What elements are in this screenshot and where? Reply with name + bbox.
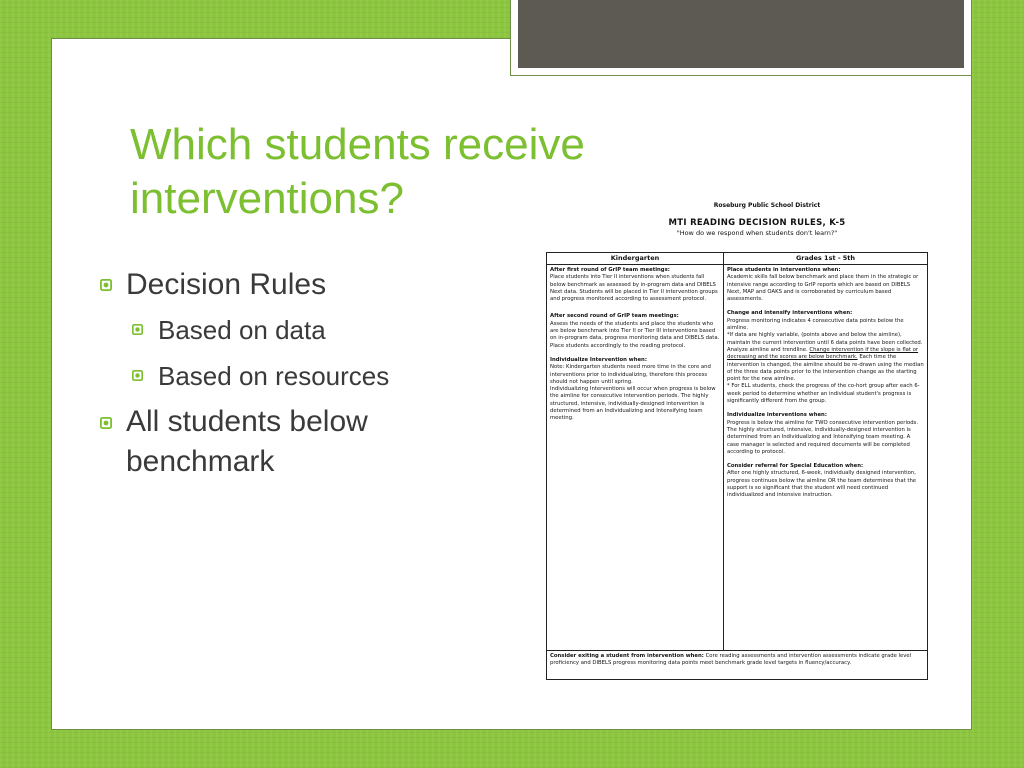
g-text-6: After one highly structured, 6-week, individually designed intervention, progress continues below the aimline OR the team determines that the support is so significant that the student will need continued individualized and intensive instruction. xyxy=(727,470,917,499)
foot-text: Core reading assessments and intervention assessments indicate grade level proficiency and DIBELS progress monitoring data points meet benchmark grade level targets in fluency/accuracy. xyxy=(550,653,912,667)
decision-rules-table xyxy=(546,252,928,680)
k-section-1 xyxy=(550,267,720,303)
k-heading-3: Individualize Intervention when: xyxy=(550,356,647,363)
k-section-2 xyxy=(550,313,720,349)
decision-rules-document-image xyxy=(545,196,929,684)
header-grades: Grades 1st - 5th xyxy=(795,254,856,262)
g-text-4: * For ELL students, check the progress of the co-hort group after each 6-week period to determine whether an individual student's progress is significantly different from the group. xyxy=(727,383,920,405)
sub-bullet-based-on-resources xyxy=(100,356,480,396)
slide-title-line-2: interventions? xyxy=(130,174,404,223)
bullet-text-line-2: benchmark xyxy=(126,445,275,478)
k-heading-2: After second round of GrIP team meetings: xyxy=(550,313,679,320)
bullet-all-students-below-benchmark xyxy=(100,402,480,482)
g-heading-2: Change and intensify interventions when: xyxy=(727,310,853,317)
decorative-corner-frame xyxy=(510,0,972,76)
table-footer-row xyxy=(547,651,927,670)
bullet-square-icon xyxy=(132,370,143,381)
g-text-1: Academic skills fall below benchmark and place them in the strategic or intensive range according to GrIP reports which are based on DIBELS Next, MAP and OAKS and is corroborated by curriculum based assessments. xyxy=(727,274,919,303)
k-section-3 xyxy=(550,357,720,386)
grades-cell xyxy=(724,265,927,650)
g-section-2 xyxy=(727,310,924,332)
sub-bullet-text: Based on data xyxy=(158,315,326,345)
bullet-square-icon xyxy=(100,279,112,291)
k-text-4: Individualizing Interventions will occur when progress is below the aimline for consecutive intervention periods. The highly structured, intensive, individually-designed intervention is determined from an Individualizing and Intensifying team meeting. xyxy=(550,386,716,422)
g-section-3 xyxy=(727,332,924,383)
decorative-corner-fill xyxy=(518,0,964,68)
foot-heading: Consider exiting a student from intervention when: xyxy=(550,653,704,659)
k-section-4 xyxy=(550,386,720,422)
sub-bullet-based-on-data xyxy=(100,310,480,350)
g-section-6 xyxy=(727,463,924,499)
k-text-1: Place students into Tier II interventions when students fall below benchmark as assessed by in-program data and DIBELS Next data. Students will be placed in Tier II intervention groups and progress monitored according to assessment protocol. xyxy=(550,274,718,303)
g-text-5: Progress is below the aimline for TWO consecutive intervention periods. The highly structured, intensive, individually-designed intervention is determined from an Individualizing and Intensifying team meeting. A case manager is selected and required documents will be completed according to protocol. xyxy=(727,419,919,455)
kindergarten-cell xyxy=(547,265,724,650)
table-body-row xyxy=(547,265,927,651)
g-text-3b: Each time the intervention is changed, the aimline should be re-drawn using the median of the three data points prior to the intervention change as the starting point for the new aimline. xyxy=(727,354,924,383)
header-kindergarten: Kindergarten xyxy=(547,253,724,264)
sub-bullet-text: Based on resources xyxy=(158,361,390,391)
bullet-text: Decision Rules xyxy=(126,268,327,301)
document-title: MTI READING DECISION RULES, K-5 xyxy=(668,218,846,228)
g-section-5 xyxy=(727,412,924,456)
bullet-list xyxy=(100,264,480,486)
k-text-3: Note: Kindergarten students need more time in the core and interventions prior to individualizing, therefore this process should not happen until spring. xyxy=(550,364,711,385)
bullet-decision-rules xyxy=(100,264,480,306)
table-header-row xyxy=(547,253,927,265)
k-text-2: Assess the needs of the students and place the students who are below benchmark into Tier II or Tier III interventions based on in-program data, progress monitoring data and DIBELS data. Place students accordingly to the reading protocol. xyxy=(550,320,720,349)
bullet-square-icon xyxy=(132,324,143,335)
slide-title-line-1: Which students receive xyxy=(130,120,585,169)
g-heading-1: Place students in interventions when: xyxy=(727,267,841,273)
bullet-square-icon xyxy=(100,417,112,429)
g-text-3a: *If data are highly variable, (points above and below the aimline), maintain the current intervention until 6 data points have been collected. Analyze aimline and trendline. xyxy=(727,332,923,353)
g-text-2: Progress monitoring indicates 4 consecutive data points below the aimline. xyxy=(727,317,904,332)
document-subtitle: "How do we respond when students don't learn?" xyxy=(676,229,838,237)
g-text-3-underlined: Change intervention if the slope is flat or decreasing and the scores are below benchmark. xyxy=(727,346,919,361)
k-heading-1: After first round of GrIP team meetings: xyxy=(550,267,670,273)
g-section-4 xyxy=(727,383,924,405)
bullet-text-line-1: All students below xyxy=(126,405,368,438)
g-section-1 xyxy=(727,267,924,303)
document-district: Roseburg Public School District xyxy=(713,202,821,209)
g-heading-3: Individualize interventions when: xyxy=(727,412,827,419)
g-heading-4: Consider referral for Special Education when: xyxy=(727,463,864,470)
